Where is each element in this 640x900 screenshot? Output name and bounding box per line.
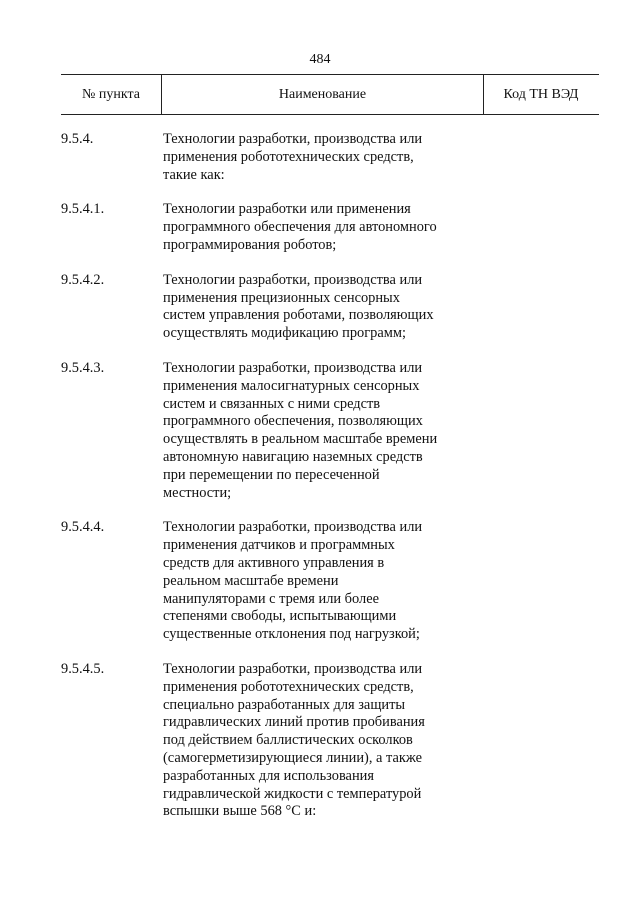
- table-row: [61, 272, 599, 343]
- table-row: [61, 519, 599, 644]
- row-text: Технологии разработки, производства или применения робототехнических средств, специально разработанных для защиты гидравлических линий против пробивания под действием баллистических осколков (самогерметизирующиеся линии), а также разработанных для использования гидравлической жидкости с температурой вспышки выше 568 °С и:: [163, 660, 425, 820]
- row-number: 9.5.4.4.: [61, 519, 105, 536]
- page-number: 484: [309, 52, 331, 67]
- header-name: Наименование: [161, 75, 484, 114]
- row-number: 9.5.4.2.: [61, 271, 105, 288]
- header-code: Код ТН ВЭД: [503, 87, 579, 102]
- table-row: [61, 661, 599, 821]
- row-number: 9.5.4.: [61, 131, 94, 147]
- header-item-number: № пункта: [82, 87, 140, 102]
- row-number: 9.5.4.5.: [61, 660, 105, 677]
- row-text: Технологии разработки, производства или применения прецизионных сенсорных систем управления роботами, позволяющих осуществлять модификацию программ;: [163, 271, 434, 342]
- row-text: Технологии разработки, производства или применения малосигнатурных сенсорных систем и связанных с ними средств программного обеспечения, позволяющих осуществлять в реальном масштабе времени автономную навигацию наземных средств при перемещении по пересеченной местности;: [163, 359, 438, 501]
- row-number: 9.5.4.1.: [61, 201, 105, 218]
- table-header: [61, 74, 599, 115]
- row-number: 9.5.4.3.: [61, 359, 105, 376]
- row-text: Технологии разработки, производства или применения датчиков и программных средств для активного управления в реальном масштабе времени манипуляторами с тремя или более степенями свободы, испытывающими существенные отклонения под нагрузкой;: [163, 519, 423, 643]
- table-row: [61, 360, 599, 502]
- row-text: Технологии разработки, производства или применения робототехнических средств, такие как:: [163, 131, 423, 183]
- table-body: [61, 131, 599, 838]
- row-text: Технологии разработки или применения программного обеспечения для автономного программирования роботов;: [163, 201, 437, 253]
- table-row: [61, 201, 599, 254]
- table-row: [61, 131, 599, 184]
